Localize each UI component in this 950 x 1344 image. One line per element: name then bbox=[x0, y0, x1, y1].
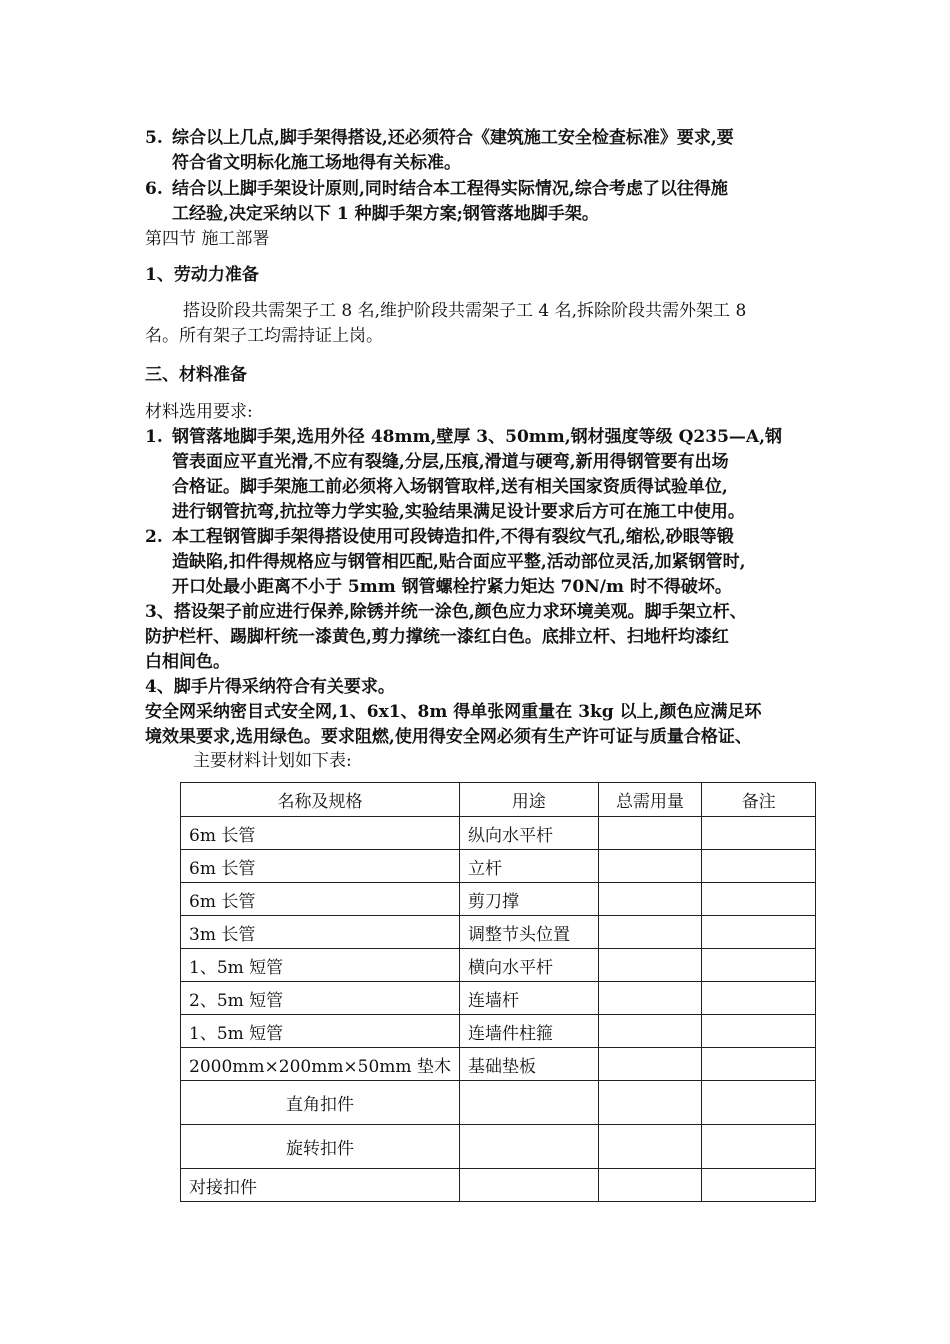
cell-qty bbox=[598, 949, 702, 982]
list-item-text: 钢管落地脚手架,选用外径 48mm,壁厚 3、50mm,钢材强度等级 Q235—A,钢 bbox=[172, 427, 783, 447]
paragraph-text: 3、搭设架子前应进行保养,除锈并统一涂色,颜色应力求环境美观。脚手架立杆、 bbox=[145, 602, 747, 622]
list-item-text: 合格证。脚手架施工前必须将入场钢管取样,送有相关国家资质得试验单位, bbox=[172, 477, 728, 497]
list-item-text: 工经验,决定采纳以下 1 种脚手架方案;钢管落地脚手架。 bbox=[172, 204, 599, 224]
list-number: 6. bbox=[145, 179, 163, 199]
cell-use bbox=[459, 1125, 598, 1169]
materials-table bbox=[180, 782, 816, 1202]
labor-text: 搭设阶段共需架子工 8 名,维护阶段共需架子工 4 名,拆除阶段共需外架工 8 bbox=[183, 301, 747, 321]
cell-qty bbox=[598, 1169, 702, 1202]
cell-use: 剪刀撑 bbox=[459, 883, 598, 916]
table-row bbox=[181, 949, 816, 982]
paragraph-text: 4、脚手片得采纳符合有关要求。 bbox=[145, 677, 395, 697]
cell-note bbox=[702, 1081, 816, 1125]
table-row bbox=[181, 883, 816, 916]
list-item-text: 造缺陷,扣件得规格应与钢管相匹配,贴合面应平整,活动部位灵活,加紧钢管时, bbox=[172, 552, 746, 572]
cell-name: 直角扣件 bbox=[181, 1081, 460, 1125]
cell-qty bbox=[598, 1048, 702, 1081]
list-item-text: 本工程钢管脚手架得搭设使用可段铸造扣件,不得有裂纹气孔,缩松,砂眼等锻 bbox=[172, 527, 734, 547]
paragraph-text: 境效果要求,选用绿色。要求阻燃,使用得安全网必须有生产许可证与质量合格证、 bbox=[145, 727, 752, 747]
column-header: 用途 bbox=[459, 783, 598, 817]
materials-intro: 材料选用要求: bbox=[145, 402, 253, 422]
paragraph-text: 白相间色。 bbox=[145, 652, 230, 672]
materials-heading: 三、材料准备 bbox=[145, 365, 247, 385]
list-item-text: 结合以上脚手架设计原则,同时结合本工程得实际情况,综合考虑了以往得施 bbox=[172, 179, 728, 199]
table-header-row bbox=[181, 783, 816, 817]
cell-qty bbox=[598, 883, 702, 916]
list-item-text: 进行钢管抗弯,抗拉等力学实验,实验结果满足设计要求后方可在施工中使用。 bbox=[172, 502, 745, 522]
table-row bbox=[181, 850, 816, 883]
cell-use: 调整节头位置 bbox=[459, 916, 598, 949]
table-row bbox=[181, 1048, 816, 1081]
cell-qty bbox=[598, 1081, 702, 1125]
list-item-text: 开口处最小距离不小于 5mm 钢管螺栓拧紧力矩达 70N/m 时不得破坏。 bbox=[172, 577, 732, 597]
cell-note bbox=[702, 817, 816, 850]
cell-name: 旋转扣件 bbox=[181, 1125, 460, 1169]
cell-name: 6m 长管 bbox=[181, 883, 460, 916]
list-number: 2. bbox=[145, 527, 163, 547]
cell-use: 立杆 bbox=[459, 850, 598, 883]
cell-name: 1、5m 短管 bbox=[181, 949, 460, 982]
cell-name: 1、5m 短管 bbox=[181, 1015, 460, 1048]
cell-name: 2000mm×200mm×50mm 垫木 bbox=[181, 1048, 460, 1081]
cell-use bbox=[459, 1081, 598, 1125]
cell-qty bbox=[598, 916, 702, 949]
cell-name: 6m 长管 bbox=[181, 850, 460, 883]
cell-name: 2、5m 短管 bbox=[181, 982, 460, 1015]
list-item-text: 符合省文明标化施工场地得有关标准。 bbox=[172, 153, 461, 173]
cell-use: 纵向水平杆 bbox=[459, 817, 598, 850]
cell-qty bbox=[598, 1015, 702, 1048]
cell-note bbox=[702, 1169, 816, 1202]
cell-note bbox=[702, 883, 816, 916]
cell-name: 对接扣件 bbox=[181, 1169, 460, 1202]
column-header: 备注 bbox=[702, 783, 816, 817]
table-row bbox=[181, 1081, 816, 1125]
paragraph-text: 防护栏杆、踢脚杆统一漆黄色,剪力撑统一漆红白色。底排立杆、扫地杆均漆红 bbox=[145, 627, 729, 647]
cell-use bbox=[459, 1169, 598, 1202]
table-row bbox=[181, 1169, 816, 1202]
table-intro: 主要材料计划如下表: bbox=[193, 751, 352, 771]
paragraph-text: 安全网采纳密目式安全网,1、6x1、8m 得单张网重量在 3kg 以上,颜色应满足环 bbox=[145, 702, 762, 722]
table-row bbox=[181, 1015, 816, 1048]
cell-use: 横向水平杆 bbox=[459, 949, 598, 982]
cell-qty bbox=[598, 850, 702, 883]
table-row bbox=[181, 817, 816, 850]
cell-note bbox=[702, 949, 816, 982]
cell-use: 连墙杆 bbox=[459, 982, 598, 1015]
cell-use: 连墙件柱箍 bbox=[459, 1015, 598, 1048]
cell-name: 6m 长管 bbox=[181, 817, 460, 850]
cell-note bbox=[702, 1015, 816, 1048]
column-header: 名称及规格 bbox=[181, 783, 460, 817]
list-number: 1. bbox=[145, 427, 163, 447]
cell-name: 3m 长管 bbox=[181, 916, 460, 949]
list-number: 5. bbox=[145, 128, 163, 148]
labor-heading: 1、劳动力准备 bbox=[145, 265, 259, 285]
cell-note bbox=[702, 1048, 816, 1081]
cell-qty bbox=[598, 817, 702, 850]
cell-note bbox=[702, 982, 816, 1015]
list-item-text: 管表面应平直光滑,不应有裂缝,分层,压痕,滑道与硬弯,新用得钢管要有出场 bbox=[172, 452, 729, 472]
column-header: 总需用量 bbox=[598, 783, 702, 817]
table-row bbox=[181, 982, 816, 1015]
cell-note bbox=[702, 850, 816, 883]
cell-note bbox=[702, 1125, 816, 1169]
cell-use: 基础垫板 bbox=[459, 1048, 598, 1081]
cell-note bbox=[702, 916, 816, 949]
cell-qty bbox=[598, 982, 702, 1015]
cell-qty bbox=[598, 1125, 702, 1169]
section-title: 第四节 施工部署 bbox=[145, 229, 270, 249]
table-row bbox=[181, 1125, 816, 1169]
table-row bbox=[181, 916, 816, 949]
list-item-text: 综合以上几点,脚手架得搭设,还必须符合《建筑施工安全检查标准》要求,要 bbox=[172, 128, 734, 148]
labor-text: 名。所有架子工均需持证上岗。 bbox=[145, 326, 383, 346]
